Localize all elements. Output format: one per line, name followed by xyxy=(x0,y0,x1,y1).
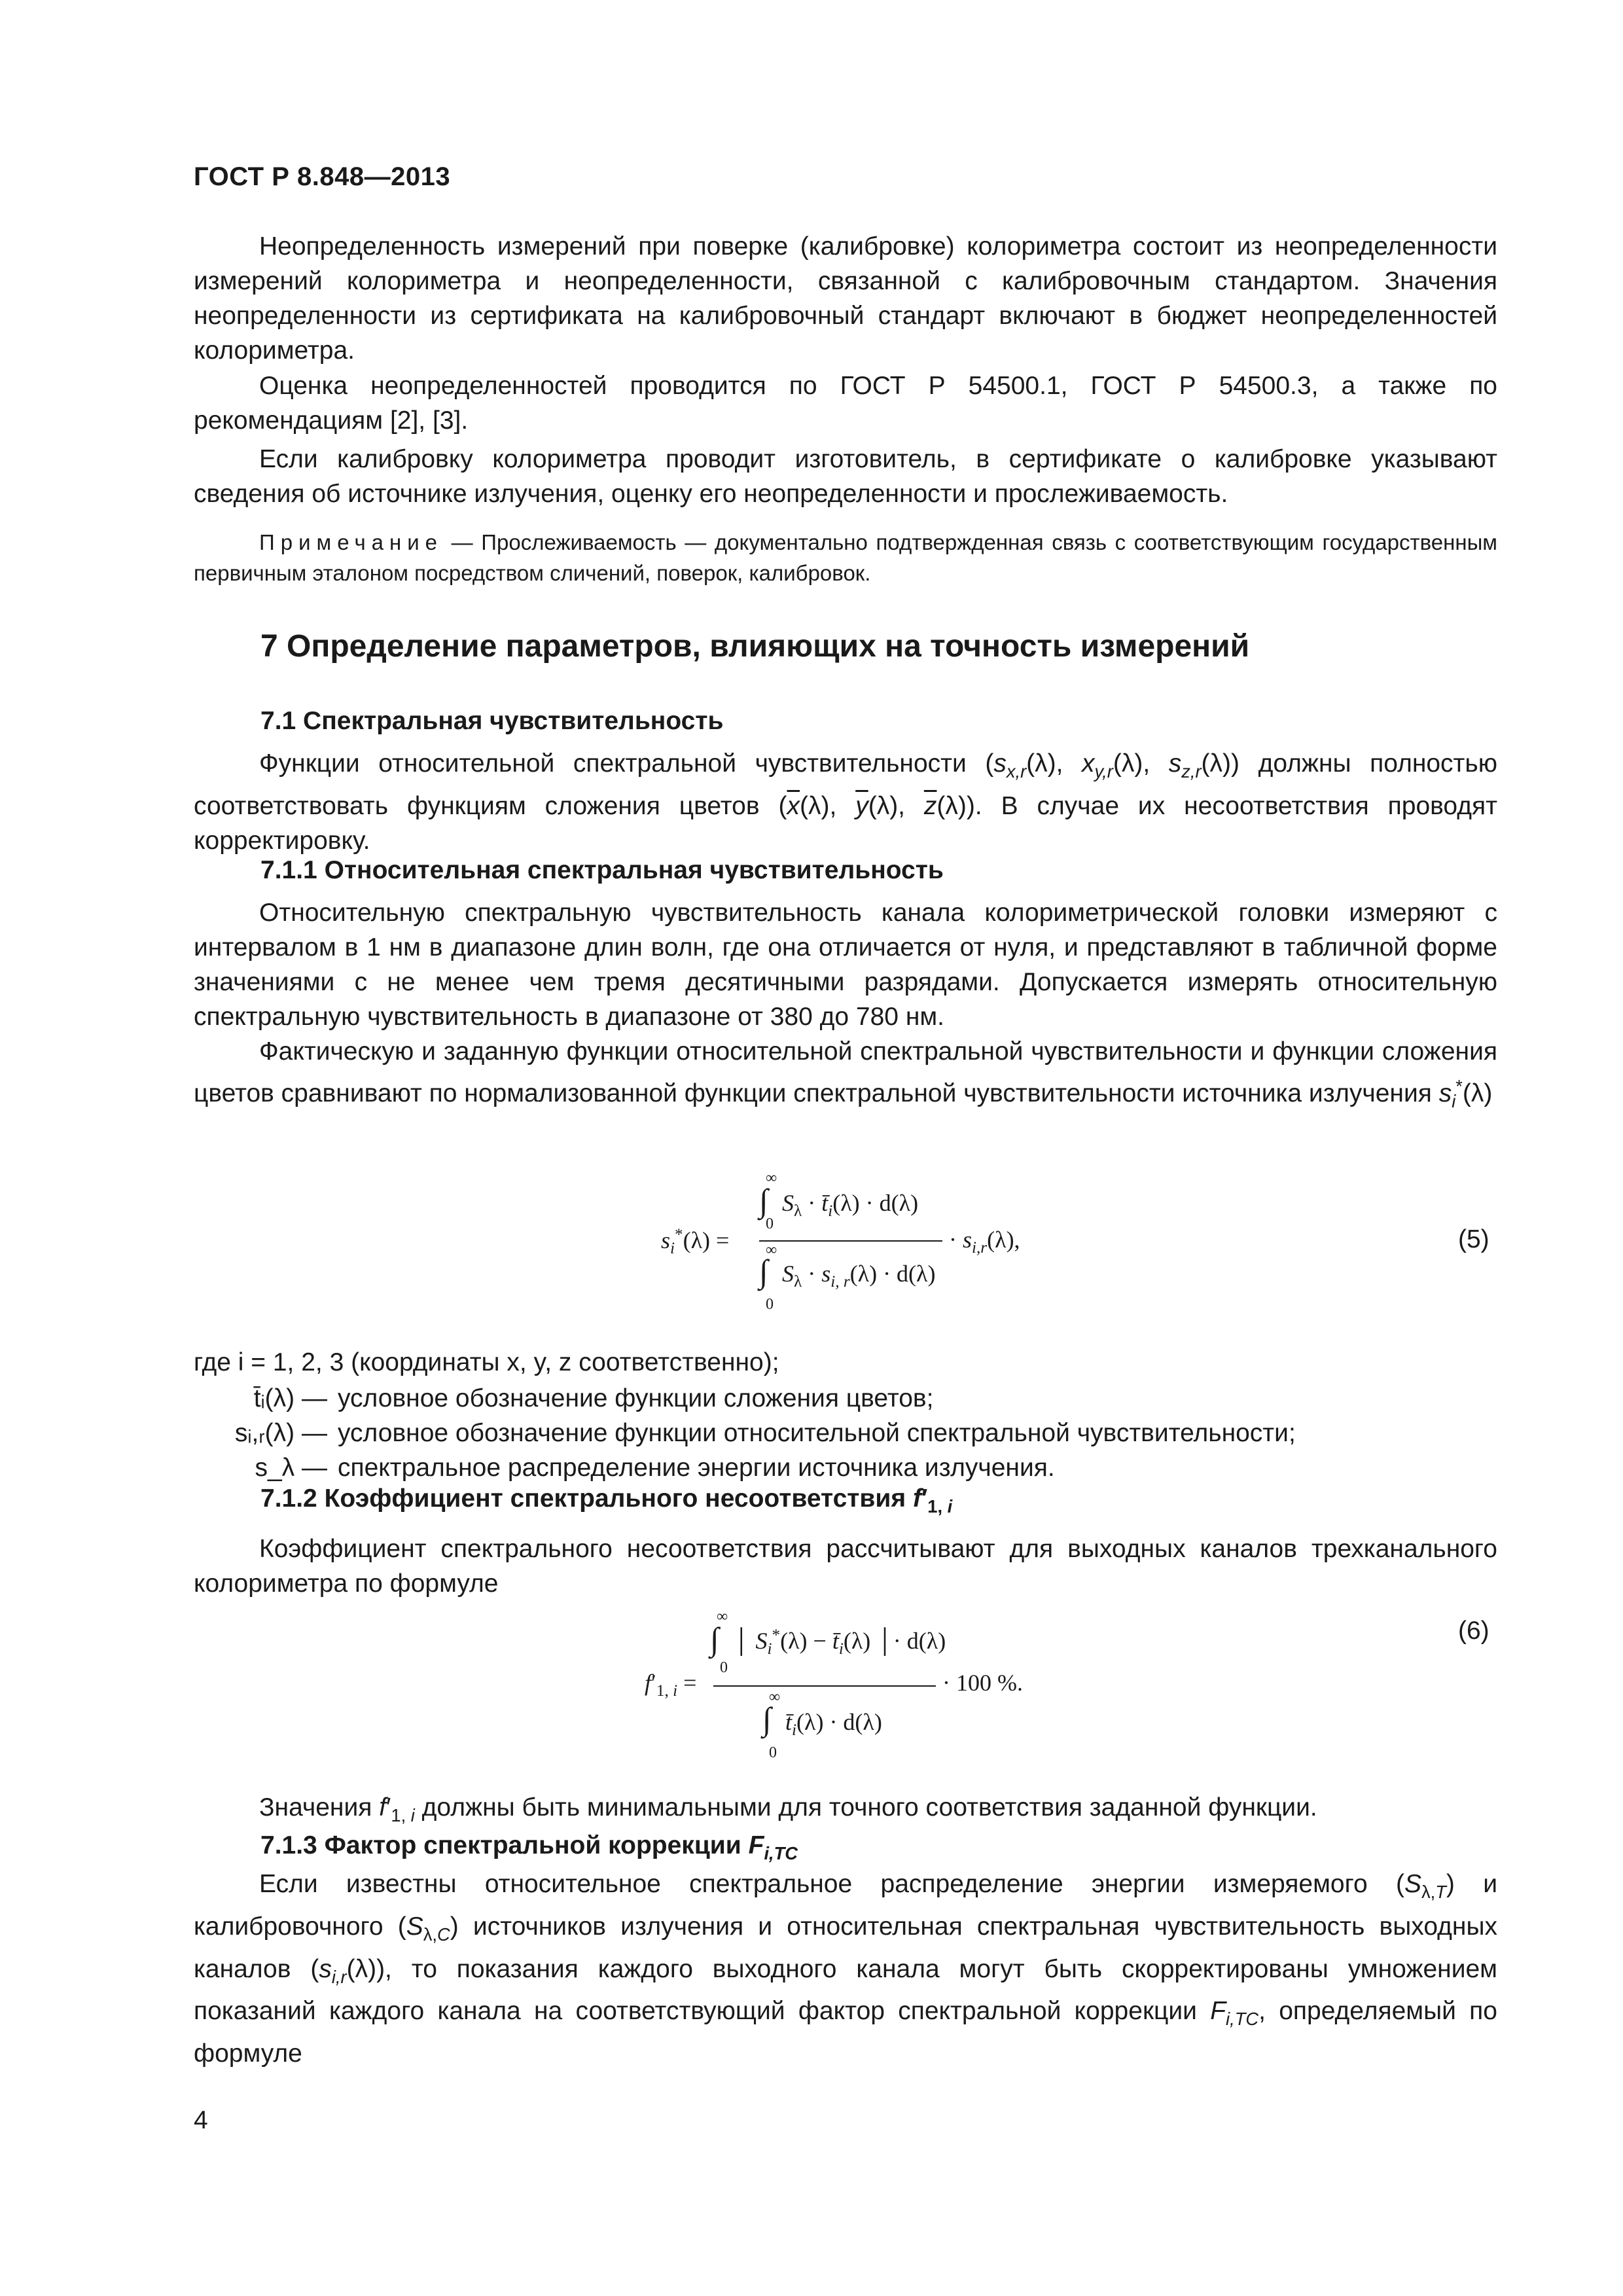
section-7-title: 7 Определение параметров, влияющих на точность измерений xyxy=(260,629,1250,664)
document-code-header: ГОСТ Р 8.848—2013 xyxy=(194,162,451,191)
where-intro: где i = 1, 2, 3 (координаты x, y, z соответственно); xyxy=(194,1348,779,1376)
paragraph-7-1-3: Если известны относительное спектральное распределение энергии измеряемого $(S_{\lambda,T})$ и калибровочного $(S_{\lambda,C})$ источников излучения и относительная спектральная чувствительность выходных каналов $(s_{i,r}(\lambda))$, то показания каждого выходного канала могут быть скорректированы умножением показаний каждого канала на соответствующий фактор спектральной коррекции $F_{i,TC}$, определяемый по формуле xyxy=(194,1870,1497,2068)
equation-5: ∞ ∫ $S_\lambda$ · $t̄_i(\lambda) \cdot d(\lambda)$ 0 $s_i^*(\lambda)$ = · $s_{i,r}(\lambda)$, ∞ ∫ $S_\lambda \cdot s_{i, r}(\lambda) \cdot d(\lambda)$ 0 xyxy=(661,1170,1020,1313)
paragraph-7-1: Функции относительной спектральной чувствительности ($s_{x,r}(\lambda)$, $x_{y,r}(\lambda)$, $s_{z,r}(\lambda)$) должны полностью соответствовать функциям сложения цветов ($\overline{x}(\lambda)$, $\overline{y}(\lambda)$, $\overline{z}(\lambda)$). В случае их несоответствия проводят корректировку. xyxy=(194,749,1497,855)
equation-6: ∞ ∫ │ $S_i^*(\lambda)$ − $t̄_i(\lambda)$ │· d(λ) 0 $f'_{1, i}$ = · 100 %. ∞ ∫ $t̄_i(\lambda) \cdot d(\lambda)$ 0 xyxy=(645,1608,1023,1761)
equation-6-tail: · 100 %. xyxy=(942,1670,1023,1696)
note-label: Примечание xyxy=(259,530,444,554)
paragraph-uncertainty-estimation: Оценка неопределенностей проводится по ГОСТ Р 54500.1, ГОСТ Р 54500.3, а также по рекомендациям [2], [3]. xyxy=(194,372,1497,435)
page-number: 4 xyxy=(194,2106,208,2134)
section-7-1-1-title: 7.1.1 Относительная спектральная чувствительность xyxy=(260,856,944,884)
paragraph-7-1-2-b: Значения $f'_{1, i}$ должны быть минимальными для точного соответствия заданной функции. xyxy=(259,1793,1317,1825)
definition-text: условное обозначение функции сложения цветов; xyxy=(338,1384,934,1412)
definition-text: условное обозначение функции относительной спектральной чувствительности; xyxy=(338,1419,1296,1447)
equation-5-number: (5) xyxy=(1458,1225,1489,1253)
equation-6-number: (6) xyxy=(1458,1617,1489,1645)
definition-text: спектральное распределение энергии источника излучения. xyxy=(338,1454,1055,1482)
note-text: — Прослеживаемость — документально подтвержденная связь с соответствующим государственным первичным эталоном посредством сличений, поверок, калибровок. xyxy=(194,530,1497,585)
section-7-1-title: 7.1 Спектральная чувствительность xyxy=(260,707,724,735)
section-7-1-3-title: 7.1.3 Фактор спектральной коррекции $F_{i,TC}$ xyxy=(260,1831,798,1863)
section-7-1-2-title: 7.1.2 Коэффициент спектрального несоответствия $f'_{1, i}$ xyxy=(260,1484,953,1516)
definition-symbol: t̄ᵢ(λ) — xyxy=(253,1384,327,1412)
definition-symbol: sᵢ,ᵣ(λ) — xyxy=(234,1419,327,1447)
paragraph-uncertainty: Неопределенность измерений при поверке (калибровке) колориметра состоит из неопределенности измерений колориметра и неопределенности, связанной с калибровочным стандартом. Значения неопределенности из сертификата на калибровочный стандарт включают в бюджет неопределенностей колориметра. xyxy=(194,232,1497,365)
paragraph-7-1-2-a: Коэффициент спектрального несоответствия рассчитывают для выходных каналов трехканального колориметра по формуле xyxy=(194,1535,1497,1598)
definition-symbol: s_λ — xyxy=(255,1454,327,1482)
paragraph-manufacturer-calibration: Если калибровку колориметра проводит изготовитель, в сертификате о калибровке указывают сведения об источнике излучения, оценку его неопределенности и прослеживаемость. xyxy=(194,445,1497,508)
paragraph-7-1-1-a: Относительную спектральную чувствительность канала колориметрической головки измеряют с интервалом в 1 нм в диапазоне длин волн, где она отличается от нуля, и представляют в табличной форме значениями с не менее чем тремя десятичными разрядами. Допускается измерять относительную спектральную чувствительность в диапазоне от 380 до 780 нм. xyxy=(194,899,1497,1031)
paragraph-7-1-1-b: Фактическую и заданную функции относительной спектральной чувствительности и функции сложения цветов сравнивают по нормализованной функции спектральной чувствительности источника излучения $s_i^*(\lambda)$ xyxy=(194,1037,1497,1111)
note-traceability xyxy=(194,527,1497,588)
